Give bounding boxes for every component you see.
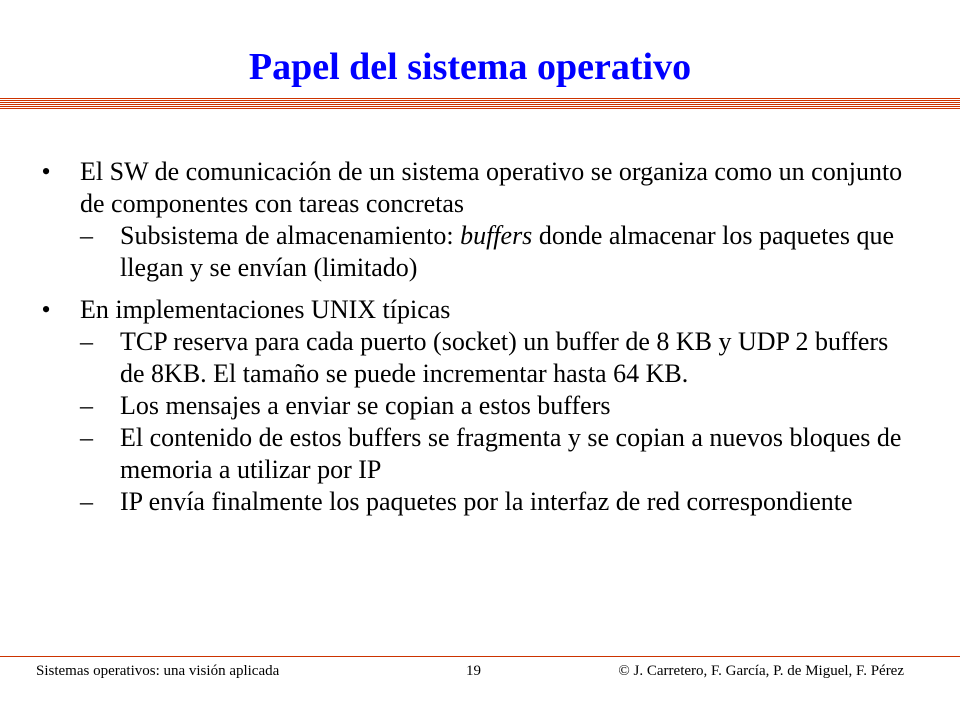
- slide-title: Papel del sistema operativo: [248, 46, 692, 88]
- sub-item: [80, 326, 916, 390]
- sub-item-text-start: Subsistema de almacenamiento:: [120, 221, 461, 250]
- sub-item-text: El contenido de estos buffers se fragmenta y se copian a nuevos bloques de memoria a utilizar por IP: [120, 423, 902, 484]
- sub-item-text: IP envía finalmente los paquetes por la interfaz de red correspondiente: [120, 487, 853, 516]
- bullet-text: El SW de comunicación de un sistema operativo se organiza como un conjunto de componentes con tareas concretas: [80, 157, 903, 218]
- sub-item-marker: –: [80, 391, 93, 420]
- page-number: 19: [466, 663, 481, 679]
- bullet-item: [36, 294, 916, 518]
- sub-item-marker: –: [80, 487, 93, 516]
- footer-course-title: Sistemas operativos: una visión aplicada: [36, 663, 280, 679]
- footer-copyright: © J. Carretero, F. García, P. de Miguel, F. Pérez: [618, 663, 904, 679]
- sub-item-marker: –: [80, 327, 93, 356]
- slide-content: [36, 156, 916, 518]
- sub-item: [80, 422, 916, 486]
- sub-item-text: Los mensajes a enviar se copian a estos buffers: [120, 391, 611, 420]
- sub-item: [80, 486, 916, 518]
- sub-item: [80, 390, 916, 422]
- sub-item-text-end: donde almacenar los paquetes que llegan y se envían (limitado): [120, 221, 895, 282]
- sub-item: [80, 220, 916, 284]
- sub-item-text: TCP reserva para cada puerto (socket) un buffer de 8 KB y UDP 2 buffers de 8KB. El tamaño se puede incrementar hasta 64 KB.: [120, 327, 889, 388]
- bullet-item: [36, 156, 916, 284]
- bullet-text: En implementaciones UNIX típicas: [80, 295, 451, 324]
- title-underline: [0, 98, 960, 110]
- sub-item-marker: –: [80, 221, 93, 250]
- bullet-marker: •: [41, 157, 51, 186]
- sub-item-italic-term: buffers: [460, 221, 533, 250]
- bullet-marker: •: [41, 295, 51, 324]
- footer-divider: [0, 656, 960, 657]
- sub-item-marker: –: [80, 423, 93, 452]
